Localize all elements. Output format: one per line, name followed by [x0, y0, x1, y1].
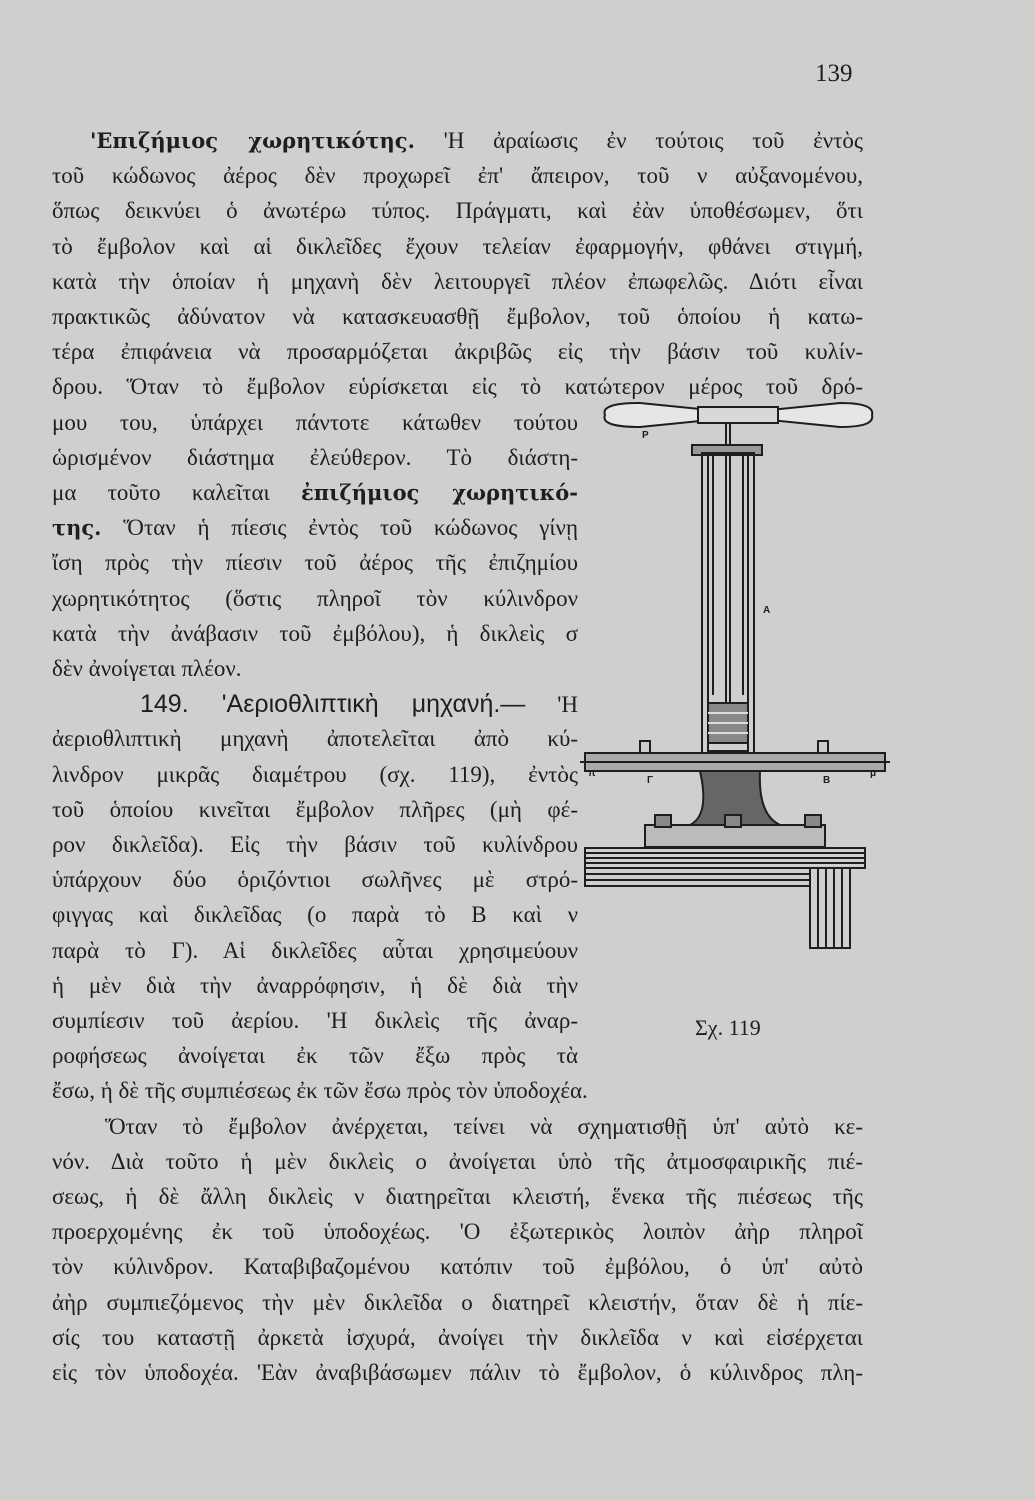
section-heading: 149. 'Αεριοθλιπτικὴ μηχανή.— [140, 690, 526, 719]
label-pipe-pi: π [588, 768, 596, 779]
line-text: μου του, ὑπάρχει πάντοτε κάτωθεν τούτου [52, 409, 578, 435]
text-line [52, 795, 578, 825]
line-text: ὑπάρχουν δύο ὁριζόντιοι σωλῆνες μὲ στρό- [52, 867, 578, 893]
line-text: ροφήσεως ἀνοίγεται ἐκ τῶν ἔξω πρὸς τὰ [52, 1043, 578, 1069]
text-line [52, 724, 578, 754]
text-line [52, 548, 578, 578]
line-text: ἀεριοθλιπτικὴ μηχανὴ ἀποτελεῖται ἀπὸ κύ- [52, 726, 578, 752]
text-line [52, 654, 578, 684]
text-line [52, 936, 578, 966]
line-text: δρου. Ὅταν τὸ ἔμβολον εὑρίσκεται εἰς τὸ κατώτερον μέρος τοῦ δρό- [52, 374, 863, 400]
text-line [52, 1217, 863, 1247]
text-line [52, 1006, 578, 1036]
label-valve-gamma: Γ [647, 775, 654, 786]
line-text: ἀὴρ συμπιεζόμενος τὴν μὲν δικλεῖδα ο διατηρεῖ κλειστήν, ὅταν δὲ ἡ πίε- [52, 1289, 863, 1315]
text-line [52, 619, 578, 649]
text-line [52, 971, 578, 1001]
label-valve-b: B [823, 775, 831, 786]
line-text: εἰς τὸν ὑποδοχέα. 'Εὰν ἀναβιβάσωμεν πάλιν τὸ ἔμβολον, ὁ κύλινδρος πλη- [52, 1360, 863, 1385]
text-line [52, 1182, 863, 1212]
text-line [52, 830, 578, 860]
page-number: 139 [815, 60, 853, 87]
figure-air-compressor [580, 395, 910, 1015]
text-line [90, 126, 863, 156]
text-line [52, 900, 578, 930]
air-compressor-illustration [580, 395, 910, 1015]
text-line [52, 760, 578, 790]
text-line [52, 1323, 863, 1353]
line-text: δὲν ἀνοίγεται πλέον. [52, 656, 242, 681]
line-text: συμπίεσιν τοῦ ἀερίου. 'Η δικλεὶς τῆς ἀναρ- [52, 1008, 578, 1033]
line-text: ἡ μὲν διὰ τὴν ἀναρρόφησιν, ἡ δὲ διὰ τὴν [52, 972, 578, 998]
text-line [140, 689, 578, 719]
line-text: τὸ ἔμβολον καὶ αἱ δικλεῖδες ἔχουν τελείαν ἐφαρμογήν, φθάνει στιγμή, [52, 233, 863, 259]
text-line [52, 302, 863, 332]
line-text: προερχομένης ἐκ τοῦ ὑποδοχέως. 'Ο ἐξωτερικὸς λοιπὸν ἀὴρ πληροῖ [52, 1219, 863, 1245]
text-line [52, 1358, 863, 1388]
line-text: πρακτικῶς ἀδύνατον νὰ κατασκευασθῇ ἔμβολον, τοῦ ὁποίου ἡ κατω- [52, 304, 863, 329]
label-handle: P [642, 430, 649, 441]
label-cylinder: A [763, 605, 771, 616]
line-text: μα τοῦτο καλεῖται [52, 480, 302, 505]
line-text: 'Η ἀραίωσις ἐν τούτοις τοῦ ἐντὸς [414, 128, 863, 153]
bold-term: της. [52, 515, 102, 541]
text-line [52, 478, 578, 508]
line-text: ἔσω, ἡ δὲ τῆς συμπιέσεως ἐκ τῶν ἔσω πρὸς τὸν ὑποδοχέα. [52, 1078, 588, 1104]
text-line [52, 865, 578, 895]
text-line [52, 267, 863, 297]
line-text: λινδρον μικρᾶς διαμέτρου (σχ. 119), ἐντὸς [52, 761, 578, 787]
line-text: Ὅταν ἡ πίεσις ἐντὸς τοῦ κώδωνος γίνῃ [101, 515, 578, 541]
text-line [52, 1041, 578, 1071]
text-line [52, 161, 863, 191]
line-text: ὅπως δεικνύει ὁ ἀνωτέρω τύπος. Πράγματι, καὶ ἐὰν ὑποθέσωμεν, ὅτι [52, 198, 863, 224]
line-text: ρον δικλεῖδα). Εἰς τὴν βάσιν τοῦ κυλίνδρου [52, 832, 578, 857]
line-text: παρὰ τὸ Γ). Αἱ δικλεῖδες αὗται χρησιμεύουν [52, 937, 578, 963]
text-line [105, 1112, 863, 1142]
line-text: 'Η [525, 692, 578, 718]
bold-term: 'Επιζήμιος χωρητικότης. [90, 128, 415, 153]
line-text: τοῦ ὁποίου κινεῖται ἔμβολον πλῆρες (μὴ φέ- [52, 796, 578, 822]
line-text: σεως, ἡ δὲ ἄλλη δικλεὶς ν διατηρεῖται κλειστή, ἕνεκα τῆς πιέσεως τῆς [52, 1184, 863, 1209]
line-text: χωρητικότητος (ὅστις πληροῖ τὸν κύλινδρον [52, 585, 578, 611]
line-text: κατὰ τὴν ἀνάβασιν τοῦ ἐμβόλου), ἡ δικλεὶς σ [52, 620, 578, 646]
text-line [52, 408, 578, 438]
text-line [52, 584, 578, 614]
text-line [52, 443, 578, 473]
text-line [52, 1288, 863, 1318]
line-text: τὸν κύλινδρον. Καταβιβαζομένου κατόπιν τοῦ ἐμβόλου, ὁ ὑπ' αὐτὸ [52, 1254, 863, 1280]
label-pipe-mu: μ [870, 768, 877, 779]
text-line [52, 1252, 863, 1282]
line-text: ἴση πρὸς τὴν πίεσιν τοῦ ἀέρος τῆς ἐπιζημίου [52, 550, 578, 576]
text-line [52, 196, 863, 226]
line-text: τοῦ κώδωνος ἀέρος δὲν προχωρεῖ ἐπ' ἄπειρον, τοῦ ν αὐξανομένου, [52, 163, 863, 189]
text-line [52, 513, 578, 543]
line-text: νόν. Διὰ τοῦτο ἡ μὲν δικλεὶς ο ἀνοίγεται ὑπὸ τῆς ἀτμοσφαιρικῆς πιέ- [52, 1148, 863, 1174]
bold-term: ἐπιζήμιος χωρητικό- [301, 480, 579, 505]
line-text: Ὅταν τὸ ἔμβολον ἀνέρχεται, τείνει νὰ σχηματισθῇ ὑπ' αὐτὸ κε- [105, 1113, 863, 1139]
text-line [52, 1076, 863, 1106]
line-text: κατὰ τὴν ὁποίαν ἡ μηχανὴ δὲν λειτουργεῖ πλέον ἐπωφελῶς. Διότι εἶναι [52, 268, 863, 294]
line-text: τέρα ἐπιφάνεια νὰ προσαρμόζεται ἀκριβῶς εἰς τὴν βάσιν τοῦ κυλίν- [52, 339, 863, 365]
figure-caption: Σχ. 119 [695, 1015, 761, 1040]
text-line [52, 337, 863, 367]
text-line [52, 1147, 863, 1177]
line-text: σίς του καταστῇ ἀρκετὰ ἰσχυρά, ἀνοίγει τὴν δικλεῖδα ν καὶ εἰσέρχεται [52, 1324, 863, 1350]
line-text: φιγγας καὶ δικλεῖδας (ο παρὰ τὸ Β καὶ ν [52, 902, 578, 928]
line-text: ὡρισμένον διάστημα ἐλεύθερον. Τὸ διάστη- [52, 444, 578, 470]
text-line [52, 232, 863, 262]
